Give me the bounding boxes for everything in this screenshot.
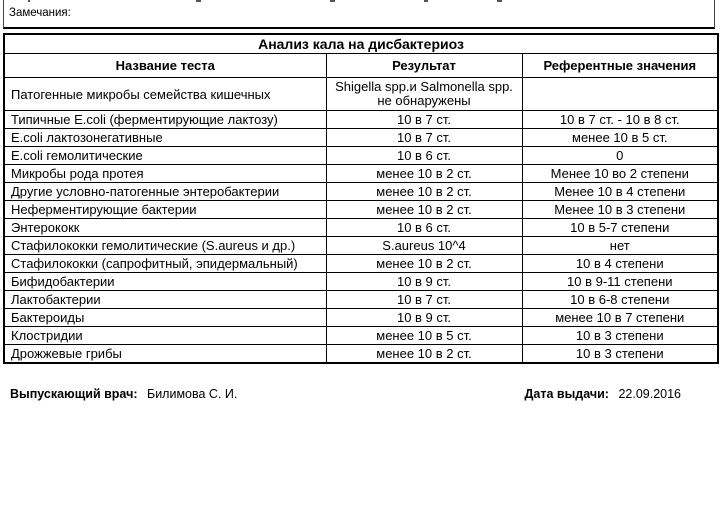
reference-cell: 10 в 3 степени — [522, 345, 718, 364]
table-row — [4, 111, 718, 129]
reference-cell: Менее 10 во 2 степени — [522, 165, 718, 183]
result-cell: менее 10 в 2 ст. — [326, 201, 522, 219]
result-cell: 10 в 7 ст. — [326, 291, 522, 309]
result-cell: менее 10 в 2 ст. — [326, 165, 522, 183]
reference-cell: 0 — [522, 147, 718, 165]
test-name-cell: Стафилококки гемолитические (S.aureus и др.) — [4, 237, 326, 255]
result-cell: 10 в 7 ст. — [326, 129, 522, 147]
result-cell: менее 10 в 2 ст. — [326, 183, 522, 201]
result-cell: 10 в 6 ст. — [326, 147, 522, 165]
table-header-row — [4, 54, 718, 78]
reference-cell: 10 в 3 степени — [522, 327, 718, 345]
test-name-cell: E.coli гемолитические — [4, 147, 326, 165]
reference-cell: Менее 10 в 4 степени — [522, 183, 718, 201]
result-cell: 10 в 9 ст. — [326, 309, 522, 327]
test-name-cell: Бактероиды — [4, 309, 326, 327]
table-row — [4, 309, 718, 327]
table-row — [4, 345, 718, 364]
reference-cell: менее 10 в 5 ст. — [522, 129, 718, 147]
result-cell: Shigella spp.и Salmonella spp. не обнаружены — [326, 78, 522, 111]
reference-cell: 10 в 4 степени — [522, 255, 718, 273]
doctor-name: Билимова С. И. — [146, 387, 238, 401]
column-header-test-name: Название теста — [4, 54, 326, 78]
table-row — [4, 147, 718, 165]
reference-cell: нет — [522, 237, 718, 255]
table-row — [4, 327, 718, 345]
result-cell: 10 в 9 ст. — [326, 273, 522, 291]
reference-cell: менее 10 в 7 степени — [522, 309, 718, 327]
test-name-cell: E.coli лактозонегативные — [4, 129, 326, 147]
doctor-label: Выпускающий врач: — [10, 387, 138, 401]
test-name-cell: Патогенные микробы семейства кишечных — [4, 78, 326, 111]
issue-date-label: Дата выдачи: — [524, 387, 609, 401]
table-row — [4, 255, 718, 273]
result-cell: S.aureus 10^4 — [326, 237, 522, 255]
reference-cell: Менее 10 в 3 степени — [522, 201, 718, 219]
test-name-cell: Лактобактерии — [4, 291, 326, 309]
test-name-cell: Дрожжевые грибы — [4, 345, 326, 364]
test-name-cell: Клостридии — [4, 327, 326, 345]
issue-date-value: 22.09.2016 — [618, 387, 681, 401]
result-cell: менее 10 в 2 ст. — [326, 345, 522, 364]
analysis-table — [3, 33, 719, 364]
reference-cell — [522, 78, 718, 111]
table-row — [4, 219, 718, 237]
reference-cell: 10 в 9-11 степени — [522, 273, 718, 291]
table-row — [4, 165, 718, 183]
table-title: Анализ кала на дисбактериоз — [4, 34, 718, 54]
test-name-cell: Другие условно-патогенные энтеробактерии — [4, 183, 326, 201]
result-cell: 10 в 6 ст. — [326, 219, 522, 237]
column-header-reference: Референтные значения — [522, 54, 718, 78]
reference-cell: 10 в 6-8 степени — [522, 291, 718, 309]
table-row — [4, 78, 718, 111]
doctor-info — [10, 387, 237, 402]
result-cell: менее 10 в 2 ст. — [326, 255, 522, 273]
table-row — [4, 183, 718, 201]
column-header-result: Результат — [326, 54, 522, 78]
report-footer — [3, 387, 717, 402]
remarks-section — [3, 0, 715, 29]
test-name-cell: Микробы рода протея — [4, 165, 326, 183]
result-cell: менее 10 в 5 ст. — [326, 327, 522, 345]
table-row — [4, 273, 718, 291]
test-name-cell: Энтерококк — [4, 219, 326, 237]
reference-cell: 10 в 7 ст. - 10 в 8 ст. — [522, 111, 718, 129]
test-name-cell: Бифидобактерии — [4, 273, 326, 291]
table-row — [4, 291, 718, 309]
test-name-cell: Неферментирующие бактерии — [4, 201, 326, 219]
test-name-cell: Стафилококки (сапрофитный, эпидермальный) — [4, 255, 326, 273]
table-title-row — [4, 34, 718, 54]
issue-date-info — [525, 387, 682, 402]
remarks-label: Замечания: — [9, 7, 71, 19]
table-row — [4, 201, 718, 219]
table-row — [4, 129, 718, 147]
result-cell: 10 в 7 ст. — [326, 111, 522, 129]
test-name-cell: Типичные E.coli (ферментирующие лактозу) — [4, 111, 326, 129]
reference-cell: 10 в 5-7 степени — [522, 219, 718, 237]
table-row — [4, 237, 718, 255]
